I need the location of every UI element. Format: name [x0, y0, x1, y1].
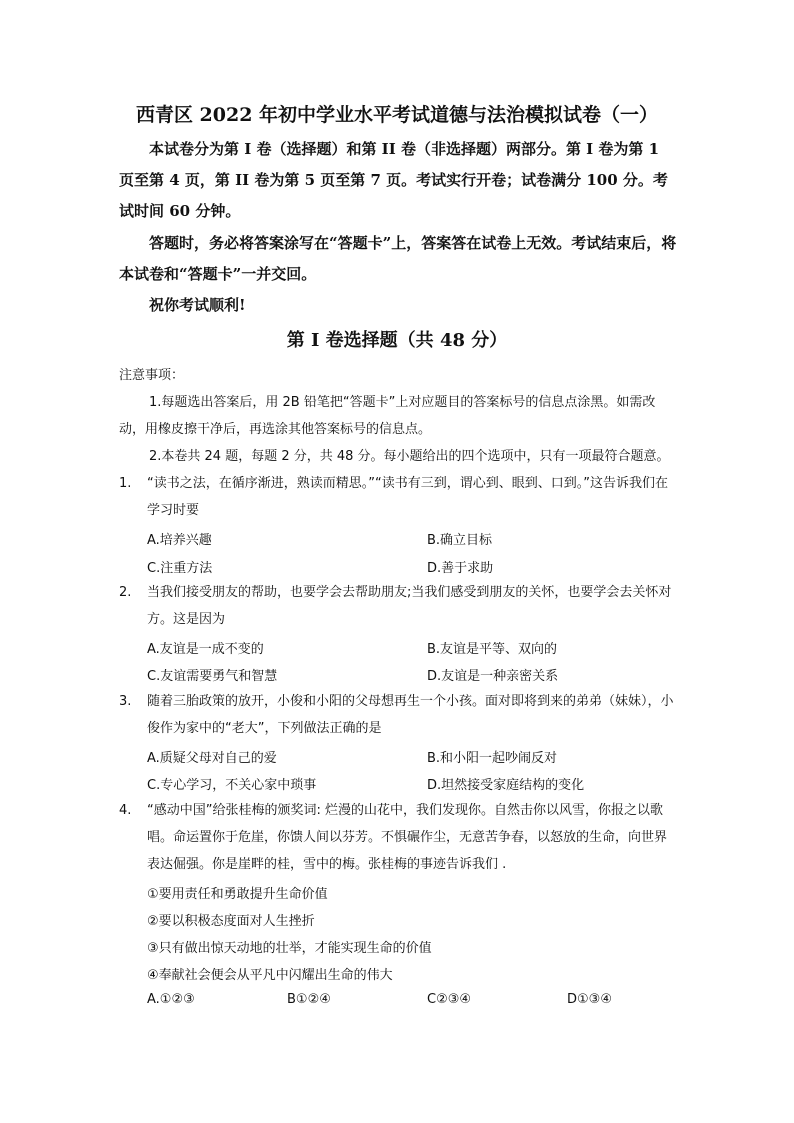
option-d: D.善于求助	[427, 561, 494, 576]
intro-wish: 祝你考试顺利!	[149, 296, 246, 314]
option-d: D①③④	[567, 992, 612, 1007]
option-d: D.友谊是一种亲密关系	[427, 669, 559, 684]
question-number: 2.	[119, 585, 132, 600]
option-c: C.友谊需要勇气和智慧	[147, 669, 278, 684]
question-text: 当我们接受朋友的帮助，也要学会去帮助朋友;当我们感受到朋友的关怀，也要学会去关怀对方。这是因为	[147, 585, 672, 627]
question-text: 随着三胎政策的放开，小俊和小阳的父母想再生一个小孩。面对即将到来的弟弟（妹妹），小俊作为家中的“老大”，下列做法正确的是	[147, 694, 674, 736]
notice-heading: 注意事项：	[119, 368, 185, 383]
statement-3: ③只有做出惊天动地的壮举，才能实现生命的价值	[147, 941, 432, 956]
option-a: A.培养兴趣	[147, 533, 212, 548]
question-number: 4.	[119, 803, 132, 818]
option-a: A.友谊是一成不变的	[147, 642, 264, 657]
option-c: C.专心学习，不关心家中琐事	[147, 778, 317, 793]
option-c: C②③④	[427, 992, 472, 1007]
option-a: A.①②③	[147, 992, 195, 1007]
intro-paragraph-2: 答题时，务必将答案涂写在“答题卡”上，答案答在试卷上无效。考试结束后，将本试卷和“答题卡”一并交回。	[119, 234, 677, 283]
option-b: B①②④	[287, 992, 331, 1007]
option-b: B.友谊是平等、双向的	[427, 642, 558, 657]
statement-4: ④奉献社会便会从平凡中闪耀出生命的伟大	[147, 968, 393, 983]
statement-1: ①要用责任和勇敢提升生命价值	[147, 887, 328, 902]
notice-item-2: 2.本卷共 24 题，每题 2 分，共 48 分。每小题给出的四个选项中，只有一项最符合题意。	[149, 449, 670, 464]
question-text: “读书之法，在循序渐进，熟读而精思。”“读书有三到，谓心到、眼到、口到。”这告诉我们在学习时要	[147, 476, 668, 518]
section-title: 第 I 卷选择题（共 48 分）	[286, 330, 508, 351]
option-b: B.和小阳一起吵闹反对	[427, 751, 558, 766]
option-d: D.坦然接受家庭结构的变化	[427, 778, 585, 793]
question-number: 1.	[119, 476, 132, 491]
question-number: 3.	[119, 694, 132, 709]
exam-title: 西青区 2022 年初中学业水平考试道德与法治模拟试卷（一）	[135, 104, 659, 126]
question-text: “感动中国”给张桂梅的颁奖词: 烂漫的山花中，我们发现你。自然击你以风雪，你报之以歌唱。命运置你于危崖，你馈人间以芬芳。不惧碾作尘，无意苦争春，以怒放的生命，向世界表达倔强。你是崖畔的桂，雪中的梅。张桂梅的事迹告诉我们 .	[147, 803, 668, 872]
intro-paragraph-1: 本试卷分为第 I 卷（选择题）和第 II 卷（非选择题）两部分。第 I 卷为第 1 页至第 4 页，第 II 卷为第 5 页至第 7 页。考试实行开卷；试卷满分 100 分。考试时间 60 分钟。	[119, 140, 668, 220]
option-b: B.确立目标	[427, 533, 493, 548]
notice-item-1: 1.每题选出答案后，用 2B 铅笔把“答题卡”上对应题目的答案标号的信息点涂黑。如需改动，用橡皮擦干净后，再选涂其他答案标号的信息点。	[119, 395, 656, 437]
option-a: A.质疑父母对自己的爱	[147, 751, 277, 766]
statement-2: ②要以积极态度面对人生挫折	[147, 914, 315, 929]
option-c: C.注重方法	[147, 561, 213, 576]
